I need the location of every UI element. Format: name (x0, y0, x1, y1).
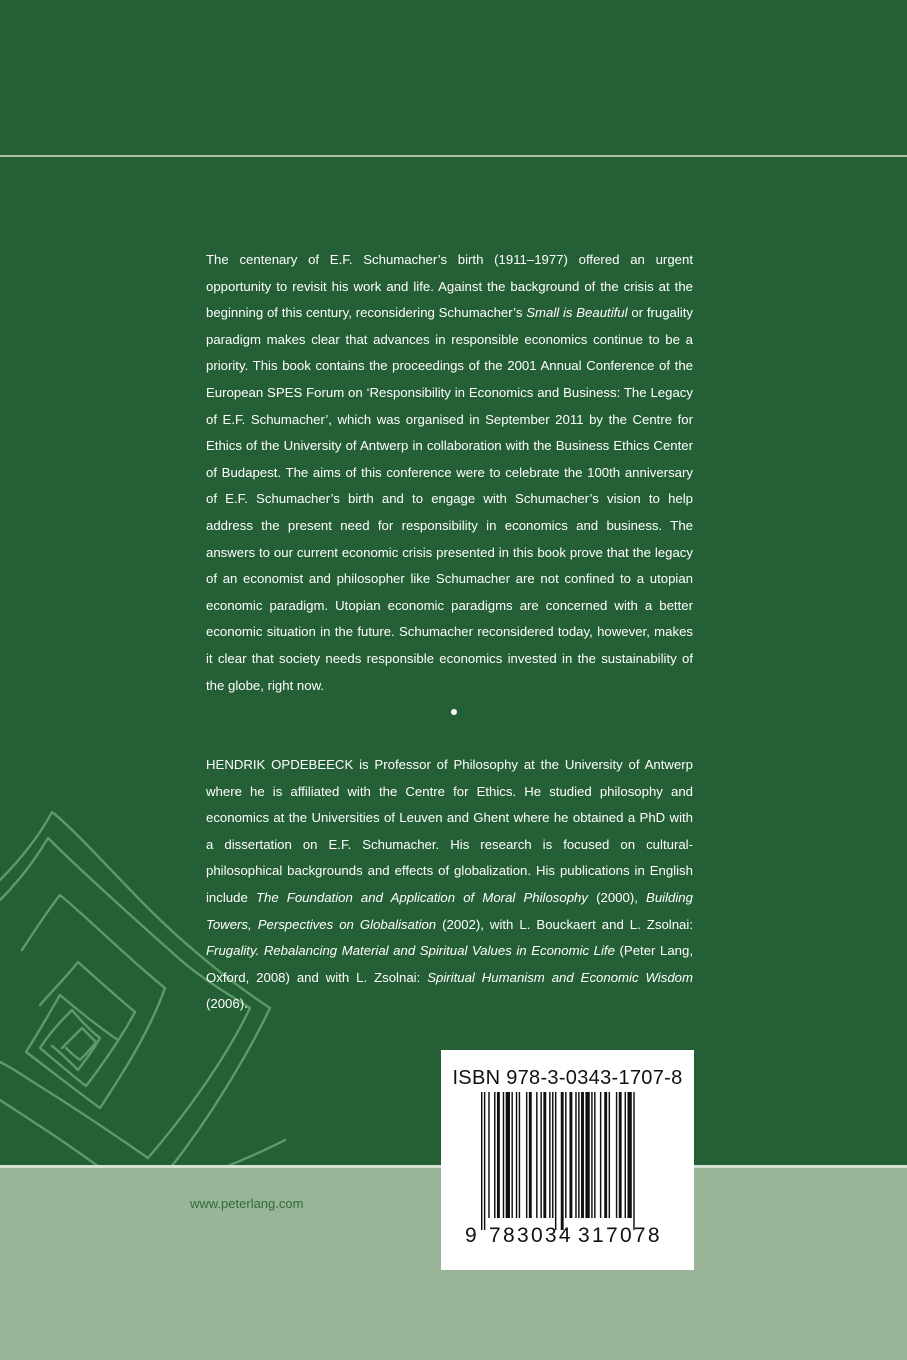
barcode-bar (543, 1092, 546, 1218)
isbn-label: ISBN 978-3-0343-1707-8 (452, 1067, 683, 1089)
barcode-bar (516, 1092, 517, 1218)
barcode-bar (540, 1092, 541, 1218)
barcode-bar (529, 1092, 532, 1218)
publisher-website[interactable]: www.peterlang.com (190, 1196, 304, 1211)
barcode-icon (481, 1092, 671, 1232)
barcode-bar (484, 1092, 485, 1230)
barcode-bar (619, 1092, 622, 1218)
barcode-bar (488, 1092, 489, 1218)
barcode-bar (561, 1092, 564, 1230)
barcode-bar (569, 1092, 572, 1218)
summary-paragraph (206, 247, 693, 699)
barcode-bar (552, 1092, 553, 1218)
barcode-bar (565, 1092, 566, 1218)
barcode-bar (616, 1092, 617, 1218)
author-bio-text: HENDRIK OPDEBEECK is Professor of Philosophy at the University of Antwerp where he is affiliated with the Centre for Ethics. He studied philosophy and economics at the Universities of Leuven and Ghent where he obtained a PhD with a dissertation on E.F. Schumacher. His research is focused on cultural-philosophical backgrounds and effects of globalization. His publications in English include The Foundation and Application of Moral Philosophy (2000), Building Towers, Perspectives on Globalisation (2002), with L. Bouckaert and L. Zsolnai: Frugality. Rebalancing Material and Spiritual Values in Economic Life (Peter Lang, Oxford, 2008) and with L. Zsolnai: Spiritual Humanism and Economic Wisdom (2006). (206, 757, 693, 1012)
barcode-bar (633, 1092, 634, 1230)
barcode-bar (591, 1092, 592, 1218)
barcode-bar (481, 1092, 482, 1230)
barcode-bar (578, 1092, 579, 1218)
barcode-bar (549, 1092, 550, 1218)
barcode-digit-group-2: 317078 (578, 1224, 662, 1247)
author-bio (206, 752, 693, 1018)
barcode-panel (441, 1050, 694, 1270)
barcode-bar (526, 1092, 527, 1218)
barcode-bar (575, 1092, 576, 1218)
barcode-bar (519, 1092, 520, 1218)
barcode-bar (536, 1092, 537, 1218)
barcode-bar (594, 1092, 595, 1218)
barcode-digit-lead: 9 (465, 1224, 477, 1247)
barcode-bar (555, 1092, 556, 1230)
barcode-digit-group-1: 783034 (489, 1224, 573, 1247)
barcode-bar (511, 1092, 512, 1218)
separator-bullet (451, 709, 457, 715)
barcode-bar (627, 1092, 631, 1218)
barcode-bar (585, 1092, 589, 1218)
barcode-bar (581, 1092, 584, 1218)
top-divider (0, 155, 907, 157)
barcode-bar (600, 1092, 601, 1218)
barcode-bar (609, 1092, 610, 1218)
barcode-bar (506, 1092, 510, 1218)
barcode-bar (604, 1092, 607, 1218)
barcode-bar (503, 1092, 504, 1218)
barcode-bar (625, 1092, 626, 1218)
barcode-bar (497, 1092, 500, 1218)
barcode-bar (494, 1092, 495, 1218)
summary-text: The centenary of E.F. Schumacher’s birth (1911–1977) offered an urgent opportunity to revisit his work and life. Against the background of the crisis at the beginning of this century, reconsidering Schumacher’s Small is Beautiful or frugality paradigm makes clear that advances in responsible economics continue to be a priority. This book contains the proceedings of the 2001 Annual Conference of the European SPES Forum on ‘Responsibility in Economics and Business: The Legacy of E.F. Schumacher’, which was organised in September 2011 by the Centre for Ethics of the University of Antwerp in collaboration with the Business Ethics Center of Budapest. The aims of this conference were to celebrate the 100th anniversary of E.F. Schumacher’s birth and to engage with Schumacher’s vision to help address the present need for responsibility in economics and business. The answers to our current economic crisis presented in this book prove that the legacy of an economist and philosopher like Schumacher are not confined to a utopian economic paradigm. Utopian economic paradigms are concerned with a better economic situation in the future. Schumacher reconsidered today, however, makes it clear that society needs responsible economics invested in the sustainability of the globe, right now. (206, 252, 693, 693)
